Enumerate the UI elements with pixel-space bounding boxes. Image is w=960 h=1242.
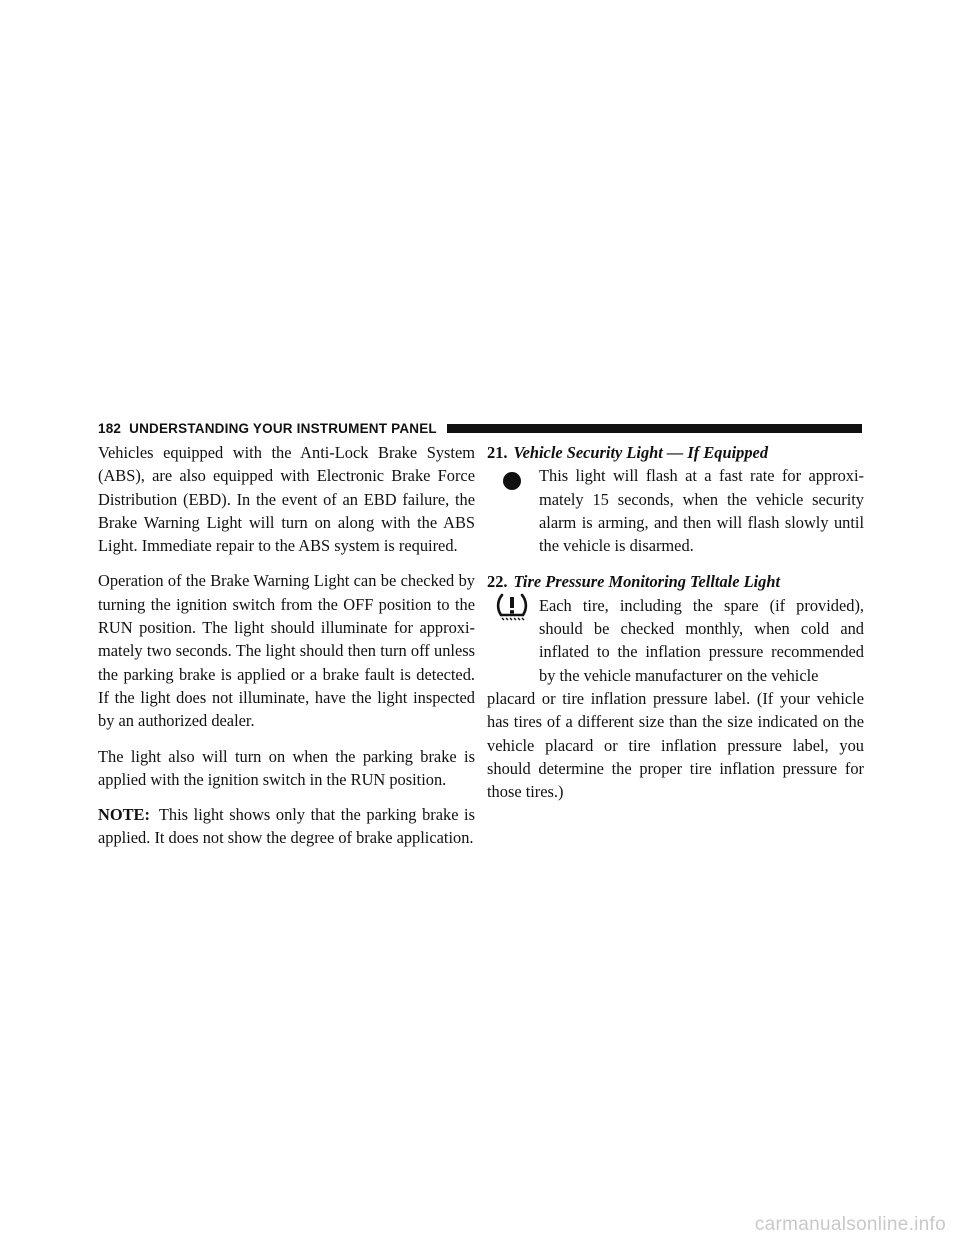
item-heading: [487, 570, 864, 593]
left-column: [98, 441, 475, 862]
item-number: 21.: [487, 443, 508, 462]
note-text: This light shows only that the parking brake is applied. It does not show the degree of brake application.: [98, 805, 475, 848]
note-label: NOTE:: [98, 805, 150, 825]
item-title: Tire Pressure Monitoring Telltale Light: [513, 572, 781, 592]
watermark: carmanualsonline.info: [754, 1214, 946, 1235]
note-paragraph: [98, 803, 475, 850]
security-light-icon: [493, 462, 531, 500]
page-header: [98, 418, 862, 438]
tire-pressure-icon: [493, 588, 531, 626]
item-description-continued: placard or tire inflation pressure label. (If your vehicle has tires of a different size than the size indicated on the vehicle placard or tire inflation pressure label, you should determine the proper tire inflation pressure for those tires.): [487, 688, 864, 802]
item-vehicle-security-light: [487, 441, 864, 557]
page-number: 182: [98, 420, 122, 436]
item-number: 22.: [487, 572, 508, 592]
brake-check-paragraph: Operation of the Brake Warning Light can be checked by turning the ignition switch from the OFF position to the RUN position. The light should illuminate for approximately two seconds. The light should then turn off unless the parking brake is applied or a brake fault is detected. If the light does not illuminate, have the light inspected by an authorized dealer.: [98, 571, 475, 731]
item-description: This light will flash at a fast rate for approximately 15 seconds, when the vehicle security alarm is arming, and then will flash slowly until the vehicle is disarmed.: [539, 466, 864, 556]
header-rule: [447, 424, 862, 433]
item-title: Vehicle Security Light — If Equipped: [513, 443, 769, 462]
item-heading: [487, 441, 864, 464]
section-title: UNDERSTANDING YOUR INSTRUMENT PANEL: [129, 420, 437, 436]
right-column: [487, 441, 864, 816]
parking-brake-paragraph: The light also will turn on when the parking brake is applied with the ignition switch in the RUN position.: [98, 746, 475, 789]
item-description-indented: Each tire, including the spare (if provided), should be checked monthly, when cold and inflated to the inflation pressure recommended by the vehicle manufacturer on the vehicle: [539, 595, 864, 685]
item-tire-pressure-light: [487, 570, 864, 803]
abs-ebd-paragraph: Vehicles equipped with the Anti-Lock Brake System (ABS), are also equipped with Electronic Brake Force Distribution (EBD). In the event of an EBD failure, the Brake Warning Light will turn on along with the ABS Light. Immediate repair to the ABS system is required.: [98, 443, 475, 556]
